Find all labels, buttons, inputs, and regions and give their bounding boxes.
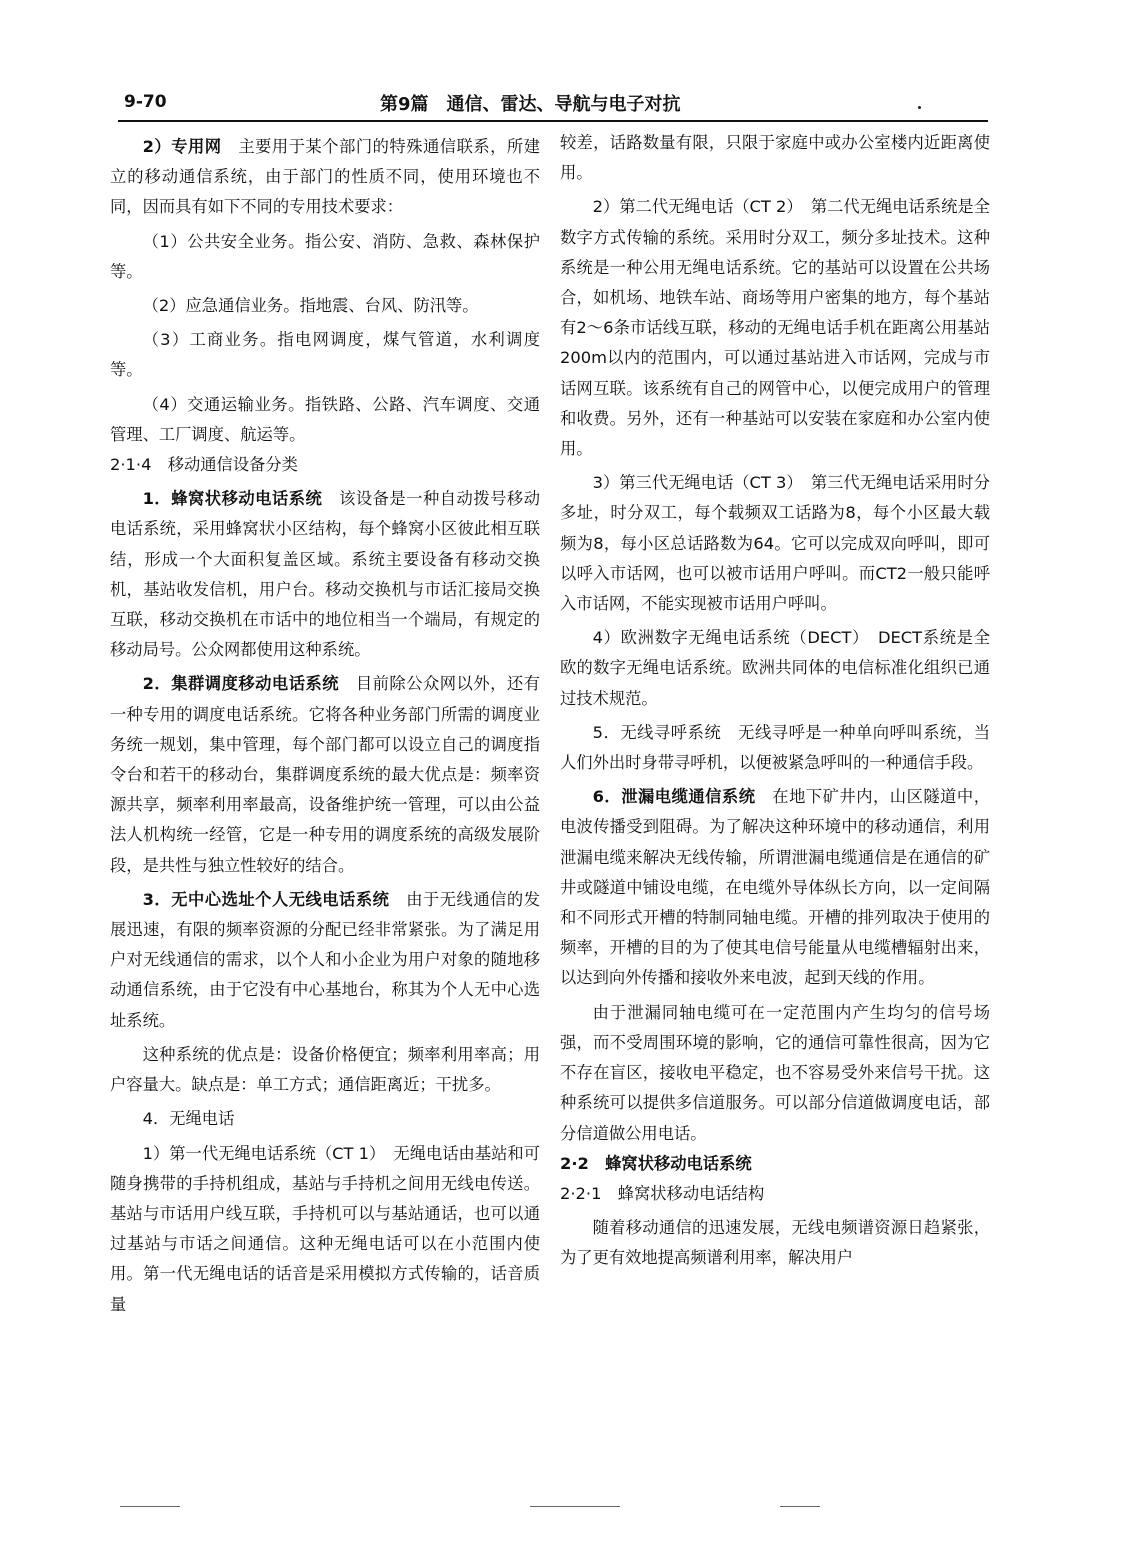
paragraph-text: 2·1·4 移动通信设备分类 [110,455,298,475]
paragraph-lead: 2．集群调度移动电话系统 [142,674,340,694]
paragraph [110,484,540,665]
paragraph [560,998,990,1149]
paragraph [110,1040,540,1100]
paragraph [560,623,990,714]
paragraph [560,782,990,993]
paragraph [110,669,540,880]
paragraph [110,132,540,223]
paragraph-text: 由于泄漏同轴电缆可在一定范围内产生均匀的信号场强，而不受周围环境的影响，它的通信可靠性很高，因为它不存在盲区，接收电平稳定，也不容易受外来信号干扰。这种系统可以提供多信道服务。可以部分信道做调度电话，部分信道做公用电话。 [560,1002,990,1143]
footer-rule [530,1506,620,1507]
paragraph-text: （4）交通运输业务。指铁路、公路、汽车调度、交通管理、工厂调度、航运等。 [110,394,540,444]
paragraph-text: 2·2 蜂窝状移动电话系统 [560,1153,752,1173]
paragraph [110,1104,540,1134]
paragraph-text: （1）公共安全业务。指公安、消防、急救、森林保护等。 [110,231,540,281]
paragraph-lead: 3．无中心选址个人无线电话系统 [142,889,390,909]
paragraph-text: （2）应急通信业务。指地震、台风、防汛等。 [142,296,479,316]
section-heading [110,450,540,480]
paragraph [560,192,990,464]
paragraph [560,128,990,188]
header-mark [918,106,921,109]
paragraph-text: 随着移动通信的迅速发展，无线电频谱资源日趋紧张，为了更有效地提高频谱利用率，解决用户 [560,1218,990,1268]
paragraph-text: 2·2·1 蜂窝状移动电话结构 [560,1183,765,1203]
paragraph [560,718,990,778]
paragraph-text: 1）第一代无绳电话系统（CT 1） 无绳电话由基站和可随身携带的手持机组成，基站与手持机之间用无线电传送。基站与市话用户线互联，手持机可以与基站通话，也可以通过基站与市话之间通信。这种无绳电话可以在小范围内使用。第一代无绳电话的话音是采用模拟方式传输的，话音质量 [110,1143,540,1314]
paragraph-text: （3）工商业务。指电网调度，煤气管道，水利调度等。 [110,330,540,380]
page-header [118,88,988,122]
paragraph-lead: 2）专用网 [142,137,222,156]
paragraph-text: 5．无线寻呼系统 无线寻呼是一种单向呼叫系统，当人们外出时身带寻呼机，以便被紧急呼叫的一种通信手段。 [560,722,990,773]
paragraph [110,291,540,321]
section-heading [560,1149,990,1179]
paragraph-lead: 6．泄漏电缆通信系统 [592,787,756,807]
paragraph [110,1139,540,1320]
paragraph-text: 4）欧洲数字无绳电话系统（DECT） DECT系统是全欧的数字无绳电话系统。欧洲共同体的电信标准化组织已通过技术规范。 [560,628,990,708]
page-number: 9-70 [124,92,167,112]
left-column [110,128,540,1320]
paragraph-text: 这种系统的优点是：设备价格便宜；频率利用率高；用户容量大。缺点是：单工方式；通信距离近；干扰多。 [110,1044,540,1095]
paragraph-text: 3）第三代无绳电话（CT 3） 第三代无绳电话采用时分多址，时分双工，每个载频双工话路为8，每个小区最大载频为8，每小区总话路数为64。它可以完成双向呼叫，即可以呼入市话网，也可以被市话用户呼叫。而CT2一般只能呼入市话网，不能实现被市话用户呼叫。 [560,473,990,614]
paragraph-lead: 1．蜂窝状移动电话系统 [142,489,323,509]
paragraph-text: 该设备是一种自动拨号移动电话系统，采用蜂窝状小区结构，每个蜂窝小区彼此相互联结，形成一个大面积复盖区域。系统主要设备有移动交换机，基站收发信机，用户台。移动交换机与市话汇接局交换互联，移动交换机在市话中的地位相当一个端局，有规定的移动局号。公众网都使用这种系统。 [110,489,540,660]
running-title: 第9篇 通信、雷达、导航与电子对抗 [380,94,681,115]
section-heading [560,1179,990,1209]
paragraph [110,885,540,1036]
paragraph-text: 较差，话路数量有限，只限于家庭中或办公室楼内近距离使用。 [560,133,990,183]
right-column [560,128,990,1274]
paragraph-text: 由于无线通信的发展迅速，有限的频率资源的分配已经非常紧张。为了满足用户对无线通信的需求，以个人和小企业为用户对象的随地移动通信系统，由于它没有中心基地台，称其为个人无中心选址系统。 [110,889,540,1030]
paragraph-text: 目前除公众网以外，还有一种专用的调度电话系统。它将各种业务部门所需的调度业务统一规划，集中管理，每个部门都可以设立自己的调度指令台和若干的移动台，集群调度系统的最大优点是：频率资源共享，频率利用率最高，设备维护统一管理，可以由公益法人机构统一经管，它是一种专用的调度系统的高级发展阶段，是共性与独立性较好的结合。 [110,674,540,875]
paragraph [110,390,540,450]
paragraph [110,325,540,385]
paragraph-text: 4．无绳电话 [142,1109,235,1129]
paragraph [110,227,540,287]
footer-rule [120,1506,180,1507]
paragraph [560,1213,990,1273]
paragraph-text: 在地下矿井内，山区隧道中，电波传播受到阻碍。为了解决这种环境中的移动通信，利用泄漏电缆来解决无线传输，所谓泄漏电缆通信是在通信的矿井或隧道中铺设电缆，在电缆外导体纵长方向，以一定间隔和不同形式开槽的特制同轴电缆。开槽的排列取决于使用的频率，开槽的目的为了使其电信号能量从电缆槽辐射出来，以达到向外传播和接收外来电波，起到天线的作用。 [560,787,990,988]
footer-rule [780,1506,820,1507]
paragraph [560,468,990,619]
paragraph-text: 2）第二代无绳电话（CT 2） 第二代无绳电话系统是全数字方式传输的系统。采用时分双工，频分多址技术。这种系统是一种公用无绳电话系统。它的基站可以设置在公共场合，如机场、地铁车站、商场等用户密集的地方，每个基站有2～6条市话线互联，移动的无绳电话手机在距离公用基站200m以内的范围内，可以通过基站进入市话网，完成与市话网互联。该系统有自己的网管中心，以便完成用户的管理和收费。另外，还有一种基站可以安装在家庭和办公室内使用。 [560,197,990,459]
paragraph-text: 主要用于某个部门的特殊通信联系，所建立的移动通信系统，由于部门的性质不同，使用环境也不同，因而具有如下不同的专用技术要求： [110,137,540,217]
